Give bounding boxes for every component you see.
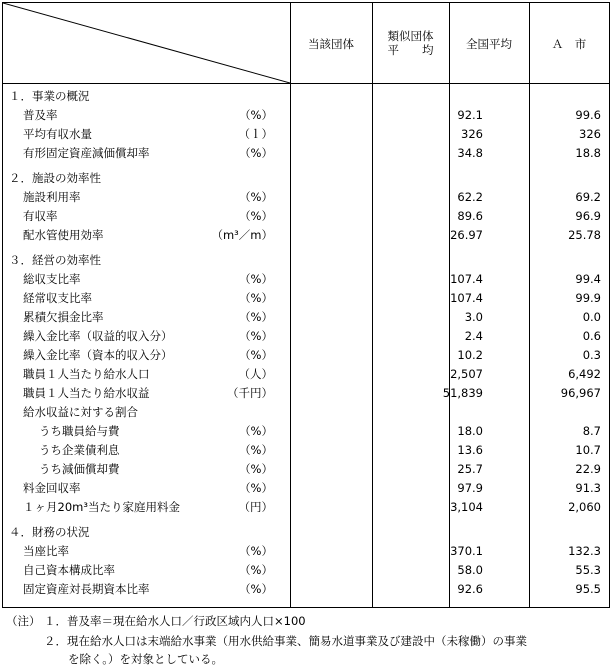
table-row: 配水管使用効率 （m³／m） 26.97 25.78 (23, 228, 601, 242)
table-row: 職員１人当たり給水人口 （人） 2,507 6,492 (23, 367, 601, 381)
header-national: 全国平均 (466, 37, 512, 51)
table-row: 有収率 （%） 89.6 96.9 (23, 209, 601, 223)
table-row: 施設利用率 （%） 62.2 69.2 (23, 190, 601, 204)
note-1: １．普及率＝現在給水人口／行政区域内人口×100 (44, 614, 306, 628)
table-row: 平均有収水量 （ｌ） 326 326 (23, 127, 601, 141)
note-2-continued: を除く。）を対象としている。 (68, 652, 224, 666)
table-row: 当座比率 （%） 370.1 132.3 (23, 544, 601, 558)
header-city: Ａ 市 (551, 37, 587, 51)
table-row: 有形固定資産減価償却率 （%） 34.8 18.8 (23, 146, 601, 160)
table-row: 料金回収率 （%） 97.9 91.3 (23, 481, 601, 495)
table-row: 給水収益に対する割合 (23, 405, 138, 419)
table-row: 職員１人当たり給水収益 （千円） 51,839 96,967 (23, 386, 601, 400)
table-row: 経常収支比率 （%） 107.4 99.9 (23, 291, 601, 305)
section-title: １．事業の概況 (9, 89, 90, 103)
table-row: 固定資産対長期資本比率 （%） 92.6 95.5 (23, 582, 601, 596)
header-diagonal (3, 3, 290, 83)
table-row: 繰入金比率（資本的収入分） （%） 10.2 0.3 (23, 348, 601, 362)
table-row: 自己資本構成比率 （%） 58.0 55.3 (23, 563, 601, 577)
table-row: 累積欠損金比率 （%） 3.0 0.0 (23, 310, 601, 324)
note-prefix: （注） (6, 614, 41, 628)
indicator-table (2, 2, 610, 608)
header-self: 当該団体 (308, 37, 354, 51)
table-row: うち減価償却費 （%） 25.7 22.9 (39, 462, 601, 476)
table-row: 普及率 （%） 92.1 99.6 (23, 108, 601, 122)
header-similar: 類似団体 平 均 (387, 29, 434, 57)
table-row: うち企業債利息 （%） 13.6 10.7 (39, 443, 601, 457)
section-title: ２．施設の効率性 (9, 171, 101, 185)
table-row: 総収支比率 （%） 107.4 99.4 (23, 272, 601, 286)
table-row: 繰入金比率（収益的収入分） （%） 2.4 0.6 (23, 329, 601, 343)
section-title: ４．財務の状況 (9, 525, 90, 539)
section-title: ３．経営の効率性 (9, 253, 101, 267)
note-2: ２．現在給水人口は末端給水事業（用水供給事業、簡易水道事業及び建設中（未稼働）の事業 (44, 634, 527, 648)
table-row: １ヶ月20m³当たり家庭用料金 （円） 3,104 2,060 (23, 500, 601, 514)
table-row: うち職員給与費 （%） 18.0 8.7 (39, 424, 601, 438)
